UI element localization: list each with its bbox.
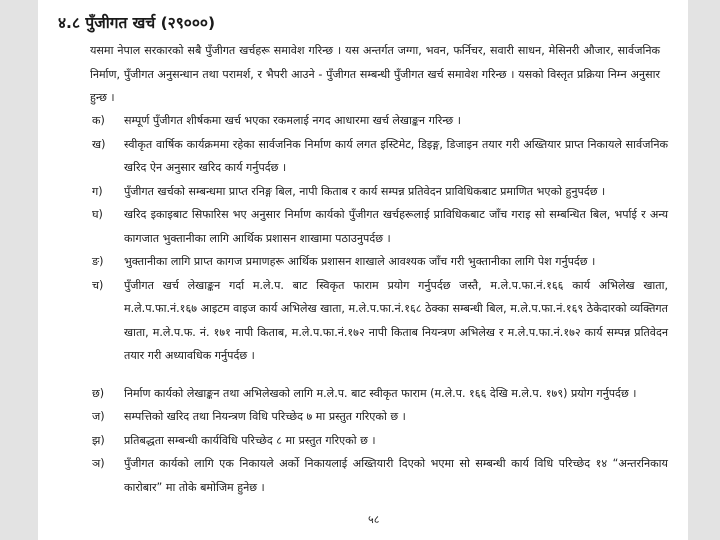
item-label: च)	[92, 278, 104, 292]
list-item	[78, 250, 668, 274]
item-text: प्रतिबद्धता सम्बन्धी कार्यविधि परिच्छेद ८ मा प्रस्तुत गरिएको छ ।	[124, 433, 376, 447]
item-text: भुक्तानीका लागि प्राप्त कागज प्रमाणहरू आर्थिक प्रशासन शाखाले आवश्यक जाँच गरी भुक्तानीका लागि पेश गर्नुपर्दछ ।	[124, 255, 596, 268]
item-text: सम्पूर्ण पुँजीगत शीर्षकमा खर्च भएका रकमलाई नगद आधारमा खर्च लेखाङ्कन गरिन्छ ।	[124, 114, 461, 127]
procedure-list	[78, 109, 668, 499]
list-item	[78, 109, 668, 133]
item-label: ग)	[92, 184, 103, 198]
list-item	[78, 274, 668, 368]
list-item	[78, 429, 668, 453]
item-label: ज)	[92, 410, 105, 423]
list-item	[78, 180, 668, 204]
list-item	[78, 405, 668, 429]
intro-paragraph: यसमा नेपाल सरकारको सबै पुँजीगत खर्चहरू समावेश गरिन्छ । यस अन्तर्गत जग्गा, भवन, फर्निचर, सवारी साधन, मेसिनरी औजार, सार्वजनिक निर्माण, पुँजीगत अनुसन्धान तथा परामर्श, र भैपरी आउने - पुँजीगत सम्बन्धी पुँजीगत खर्च समावेश गरिन्छ । यसको विस्तृत प्रक्रिया निम्न अनुसार हुन्छ ।	[90, 44, 660, 104]
item-text: पुँजीगत कार्यको लागि एक निकायले अर्को निकायलाई अख्तियारी दिएको भएमा सो सम्बन्धी कार्य विधि परिच्छेद १४ “अन्तरनिकाय कारोबार” मा तोके बमोजिम हुनेछ ।	[124, 457, 668, 494]
list-item	[78, 452, 668, 499]
item-label: ञ)	[92, 457, 105, 470]
document-page	[38, 0, 688, 540]
list-item	[78, 382, 668, 406]
list-item	[78, 203, 668, 250]
list-item	[78, 133, 668, 180]
item-text: पुँजीगत खर्चको सम्बन्धमा प्राप्त रनिङ्ग बिल, नापी किताब र कार्य सम्पन्न प्रतिवेदन प्राविधिकबाट प्रमाणित भएको हुनुपर्दछ ।	[124, 184, 606, 198]
item-label: छ)	[92, 386, 105, 400]
page-number: ५८	[368, 513, 380, 526]
item-label: ङ)	[92, 255, 104, 268]
item-label: घ)	[92, 208, 103, 221]
item-text: स्वीकृत वार्षिक कार्यक्रममा रहेका सार्वजनिक निर्माण कार्य लगत इस्टिमेट, डिइङ्ग, डिजाइन तयार गरी अख्तियार प्राप्त निकायले सार्वजनिक खरिद ऐन अनुसार खरिद कार्य गर्नुपर्दछ ।	[124, 137, 668, 174]
section-heading: ४.८ पुँजीगत खर्च (२९०००)	[58, 14, 216, 32]
spacer	[78, 368, 668, 382]
item-text: पुँजीगत खर्च लेखाङ्कन गर्दा म.ले.प. बाट स्विकृत फाराम प्रयोग गर्नुपर्दछ जस्तै, म.ले.प.फा.नं.१६६ कार्य अभिलेख खाता, म.ले.प.फा.नं.१६७ आइटम वाइज कार्य अभिलेख खाता, म.ले.प.फा.नं.१६८ ठेक्का सम्बन्धी बिल, म.ले.प.फा.नं.१६९ ठेकेदारको व्यक्तिगत खाता, म.ले.प.फ. नं. १७१ नापी किताब, म.ले.प.फा.नं.१७२ नापी किताब नियन्त्रण अभिलेख र म.ले.प.फा.नं.१७२ कार्य सम्पन्न प्रतिवेदन तयार गरी अध्यावधिक गर्नुपर्दछ ।	[124, 278, 668, 362]
item-label: क)	[92, 114, 105, 127]
item-text: सम्पत्तिको खरिद तथा नियन्त्रण विधि परिच्छेद ७ मा प्रस्तुत गरिएको छ ।	[124, 410, 406, 423]
item-text: खरिद इकाइबाट सिफारिस भए अनुसार निर्माण कार्यको पुँजीगत खर्चहरूलाई प्राविधिकबाट जाँच गराइ सो सम्बन्धित बिल, भर्पाई र अन्य कागजात भुक्तानीका लागि आर्थिक प्रशासन शाखामा पठाउनुपर्दछ ।	[124, 208, 668, 245]
item-text: निर्माण कार्यको लेखाङ्कन तथा अभिलेखको लागि म.ले.प. बाट स्वीकृत फाराम (म.ले.प. १६६ देखि म.ले.प. १७९) प्रयोग गर्नुपर्दछ ।	[124, 386, 637, 400]
item-label: झ)	[92, 433, 105, 447]
item-label: ख)	[92, 137, 106, 151]
